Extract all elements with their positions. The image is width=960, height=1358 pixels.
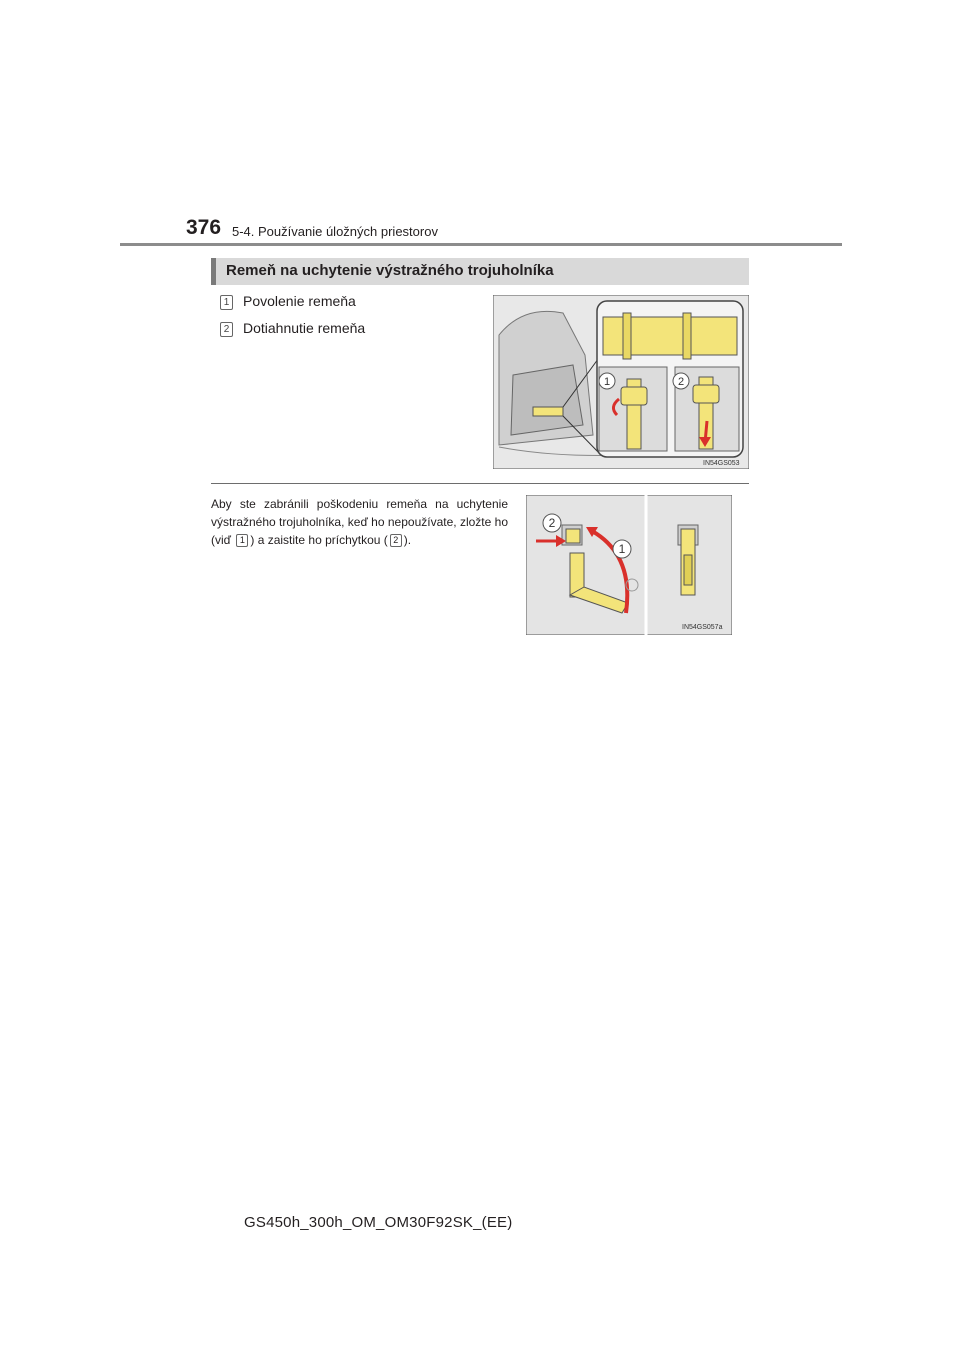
figure-strap-adjust — [493, 295, 749, 469]
figure-callout: 1 — [618, 542, 626, 556]
figure-code: IN54GS057a — [682, 624, 723, 631]
note-text: Aby ste zabránili poškodeniu remeňa na uchytenie výstražného trojuholníka, keď ho nepoužívate, zložte ho (viď — [211, 497, 508, 547]
figure-callout: 1 — [603, 376, 611, 388]
figure-callout: 2 — [548, 516, 556, 530]
document-code: GS450h_300h_OM_OM30F92SK_(EE) — [244, 1214, 513, 1231]
step-text: Dotiahnutie remeňa — [243, 320, 366, 336]
note-text: ) a zaistite ho príchytkou ( — [250, 533, 388, 547]
step-item — [220, 320, 365, 337]
figure-strap-fold — [526, 495, 732, 635]
page-number: 376 — [186, 216, 222, 239]
section-heading: Remeň na uchytenie výstražného trojuholníka — [226, 262, 554, 279]
step-item — [220, 293, 356, 310]
step-number-icon: 1 — [220, 295, 233, 310]
ref-number-icon: 2 — [390, 534, 402, 547]
header-rule — [120, 243, 842, 246]
ref-number-icon: 1 — [236, 534, 248, 547]
figure-callout: 2 — [677, 376, 685, 388]
step-text: Povolenie remeňa — [243, 293, 356, 309]
note-text: ). — [403, 533, 412, 547]
heading-bar — [211, 258, 749, 285]
note-paragraph — [211, 495, 508, 549]
figure-code: IN54GS053 — [703, 460, 740, 467]
step-number-icon: 2 — [220, 322, 233, 337]
section-divider — [211, 483, 749, 484]
section-title: 5-4. Používanie úložných priestorov — [232, 224, 438, 239]
